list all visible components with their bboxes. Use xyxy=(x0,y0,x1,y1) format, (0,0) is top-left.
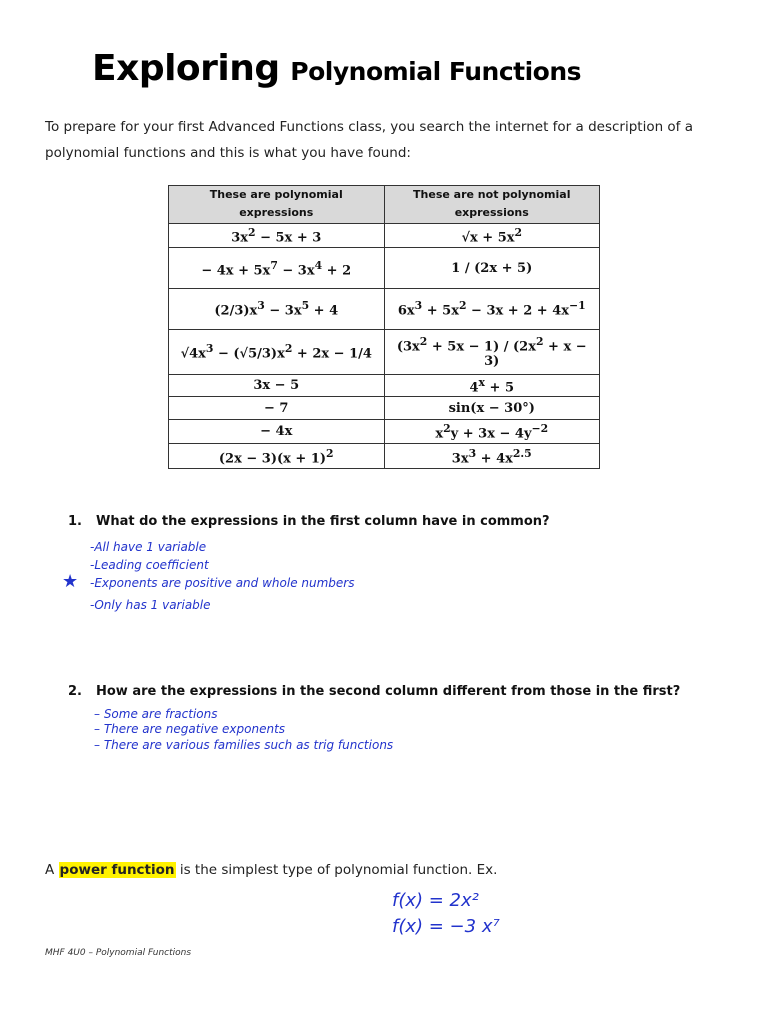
header-polynomial: These are polynomial expressions xyxy=(169,186,385,224)
poly-expr-1: $3x^2 - 5x + 3$ xyxy=(169,223,385,248)
answer-2-line-1: – Some are fractions xyxy=(94,707,218,721)
poly-expr-5: 3x − 5 xyxy=(169,374,385,396)
star-icon: ★ xyxy=(62,571,79,592)
poly-expr-7: − 4x xyxy=(169,419,385,444)
answer-1-line-2: -Leading coefficient xyxy=(90,558,209,572)
nonpoly-expr-3: $6x^3 + 5x^2 - 3x + 2 + 4x^{-1}$ xyxy=(384,289,600,330)
nonpoly-expr-6: sin(x − 30°) xyxy=(384,397,600,419)
example-2: f(x) = −3 x⁷ xyxy=(392,916,500,937)
header-not-polynomial: These are not polynomial expressions xyxy=(384,186,600,224)
question-1-text: What do the expressions in the first column have in common? xyxy=(96,514,550,529)
question-1 xyxy=(68,514,550,529)
nonpoly-expr-4: $(3x^2 + 5x - 1) / (2x^2 + x - 3)$ xyxy=(384,330,600,375)
question-2-text: How are the expressions in the second column different from those in the first? xyxy=(96,684,681,699)
nonpoly-expr-7: $x^2y + 3x - 4y^{-2}$ xyxy=(384,419,600,444)
answer-1-line-1: -All have 1 variable xyxy=(90,540,207,554)
expressions-table xyxy=(168,185,600,469)
question-1-number: 1. xyxy=(68,514,82,529)
power-suffix: is the simplest type of polynomial function. Ex. xyxy=(175,862,498,878)
poly-expr-6: − 7 xyxy=(169,397,385,419)
nonpoly-expr-1: $√x + 5x^2$ xyxy=(384,223,600,248)
page-title xyxy=(92,48,581,89)
answer-1-line-4: -Only has 1 variable xyxy=(90,598,211,612)
answer-1-line-3: -Exponents are positive and whole numbers xyxy=(90,576,355,590)
title-part1: Exploring xyxy=(92,48,280,89)
title-part2: Polynomial Functions xyxy=(290,57,582,86)
intro-paragraph: To prepare for your first Advanced Functions class, you search the internet for a description of a polynomial functions and this is what you have found: xyxy=(45,119,693,161)
page-footer: MHF 4U0 – Polynomial Functions xyxy=(45,948,192,958)
answer-2-line-2: – There are negative exponents xyxy=(94,722,286,736)
poly-expr-2: − $4x + 5x^7 - 3x^4 + 2$ xyxy=(169,248,385,289)
answer-2-line-3: – There are various families such as trig functions xyxy=(94,738,394,752)
power-prefix: A xyxy=(45,862,59,878)
nonpoly-expr-5: $4^x + 5$ xyxy=(384,374,600,396)
power-function-sentence xyxy=(45,862,497,878)
example-1: f(x) = 2x² xyxy=(392,890,479,911)
poly-expr-4: $√4x^3 - (√5/3)x^2 + 2x - 1/4$ xyxy=(169,330,385,375)
nonpoly-expr-2: 1 / (2x + 5) xyxy=(384,248,600,289)
question-2-number: 2. xyxy=(68,684,82,699)
power-function-term: power function xyxy=(59,862,175,878)
poly-expr-8: $(2x - 3)(x + 1)^2$ xyxy=(169,444,385,469)
nonpoly-expr-8: $3x^3 + 4x^{2.5}$ xyxy=(384,444,600,469)
poly-expr-3: $(2/3)x^3 - 3x^5 + 4$ xyxy=(169,289,385,330)
question-2 xyxy=(68,684,680,699)
